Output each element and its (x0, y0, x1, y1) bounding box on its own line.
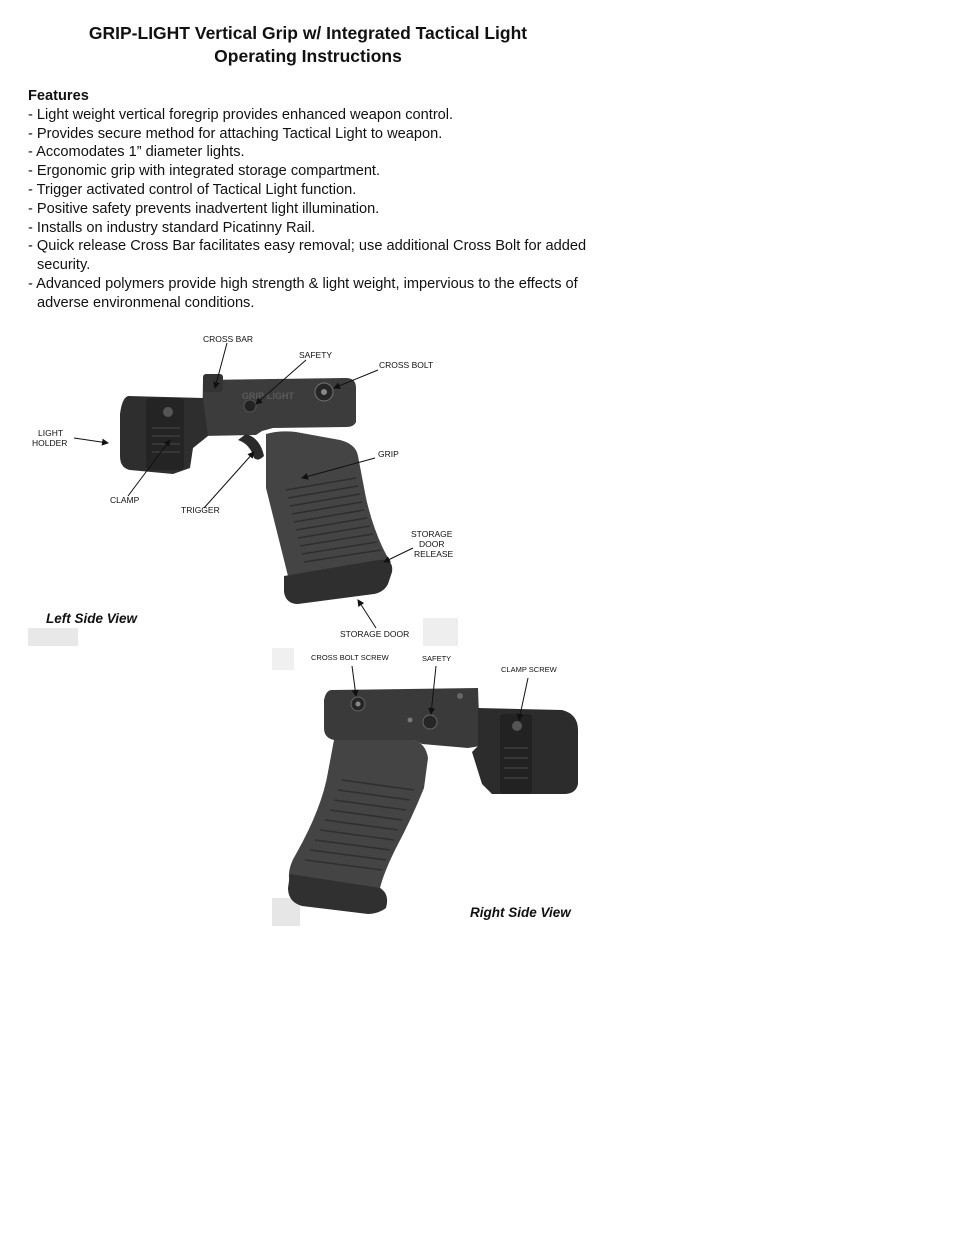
features-section (28, 87, 588, 313)
feature-item: - Ergonomic grip with integrated storage compartment. (28, 162, 588, 181)
label-light-holder-2: HOLDER (32, 438, 68, 448)
feature-item: - Provides secure method for attaching Tactical Light to weapon. (28, 125, 588, 144)
features-list (28, 106, 588, 313)
left-side-view-svg (28, 328, 458, 646)
label-storage-door: STORAGE DOOR (340, 629, 410, 639)
feature-item: - Trigger activated control of Tactical Light function. (28, 181, 588, 200)
label-clamp-screw: CLAMP SCREW (501, 665, 557, 674)
photo-edge-shade (423, 618, 458, 646)
right-side-view-svg (272, 648, 590, 926)
label-storage-release-2: DOOR (419, 539, 445, 549)
label-grip: GRIP (378, 449, 399, 459)
feature-item: - Accomodates 1” diameter lights. (28, 143, 588, 162)
label-trigger: TRIGGER (181, 505, 220, 515)
label-cross-bar: CROSS BAR (203, 334, 254, 344)
feature-item: - Installs on industry standard Picatinny Rail. (28, 219, 588, 238)
feature-item: - Quick release Cross Bar facilitates easy removal; use additional Cross Bolt for added security. (28, 237, 588, 275)
document-title (28, 22, 588, 68)
label-storage-release-3: RELEASE (414, 549, 454, 559)
embossed-logo: GRIP-LIGHT (242, 391, 294, 401)
label-cross-bolt-screw: CROSS BOLT SCREW (311, 653, 389, 662)
label-light-holder-1: LIGHT (38, 428, 64, 438)
feature-item: - Light weight vertical foregrip provides enhanced weapon control. (28, 106, 588, 125)
features-heading: Features (28, 88, 89, 104)
photo-edge-shade (28, 628, 78, 646)
label-clamp: CLAMP (110, 495, 140, 505)
label-cross-bolt: CROSS BOLT (379, 360, 434, 370)
title-line-2: Operating Instructions (214, 46, 402, 66)
label-safety: SAFETY (299, 350, 333, 360)
title-line-1: GRIP-LIGHT Vertical Grip w/ Integrated Tactical Light (88, 23, 528, 43)
left-view-caption: Left Side View (46, 611, 138, 626)
label-safety: SAFETY (422, 654, 452, 663)
right-view-caption: Right Side View (470, 905, 571, 920)
label-storage-release-1: STORAGE (411, 529, 453, 539)
left-side-view-figure (28, 328, 458, 646)
photo-edge-shade (272, 648, 294, 670)
feature-item: - Advanced polymers provide high strength & light weight, impervious to the effects of adverse environmenal conditions. (28, 275, 588, 313)
feature-item: - Positive safety prevents inadvertent light illumination. (28, 200, 588, 219)
right-side-view-figure (272, 648, 590, 926)
